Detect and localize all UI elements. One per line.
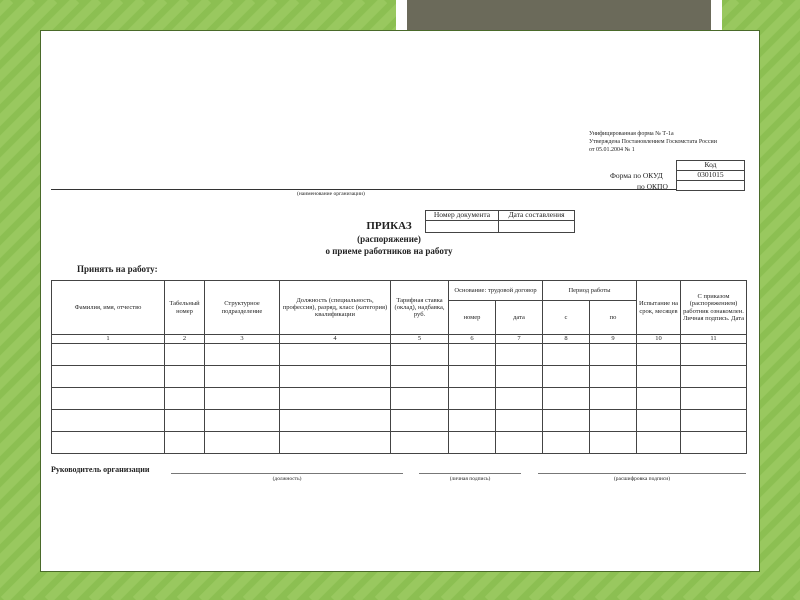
position-caption: (должность) (272, 476, 302, 482)
slide-content-box (40, 30, 760, 572)
signature-line (419, 473, 521, 474)
accept-label: Принять на работу: (77, 264, 158, 274)
col-tab-number: Табельный номер (165, 281, 205, 335)
code-header: Код (677, 161, 745, 171)
okud-label: Форма по ОКУД (610, 171, 663, 180)
okpo-value (677, 181, 745, 191)
okpo-label: по ОКПО (637, 182, 668, 191)
col-number-6: 6 (449, 335, 496, 344)
org-caption: (наименование организации) (297, 191, 365, 197)
head-label: Руководитель организации (51, 465, 150, 474)
col-number-10: 10 (637, 335, 681, 344)
doc-date-value (499, 221, 575, 233)
col-number-11: 11 (681, 335, 747, 344)
table-row (52, 432, 747, 454)
okud-value: 0301015 (677, 171, 745, 181)
order-title: ПРИКАЗ (366, 220, 412, 232)
col-fio: Фамилия, имя, отчество (52, 281, 165, 335)
col-acknowledgement: С приказом (распоряжением) работник ознакомлен. Личная подпись. Дата (681, 281, 747, 335)
col-number-2: 2 (165, 335, 205, 344)
form-line-2: Утверждена Постановлением Госкомстата России (589, 139, 717, 145)
table-row (52, 366, 747, 388)
position-line (171, 473, 403, 474)
table-row (52, 344, 747, 366)
col-position: Должность (специальность, профессия), разряд, класс (категория) квалификации (280, 281, 391, 335)
table-row (52, 388, 747, 410)
table-row (52, 410, 747, 432)
col-period-to: по (590, 301, 637, 335)
col-number-4: 4 (280, 335, 391, 344)
col-basis: Основание: трудовой договор (449, 281, 543, 301)
signature-caption: (личная подпись) (449, 476, 491, 482)
doc-number-table (425, 210, 575, 233)
form-line-3: от 05.01.2004 № 1 (589, 147, 635, 153)
employees-table (51, 280, 747, 454)
doc-date-header: Дата составления (499, 211, 575, 221)
order-description: о приеме работников на работу (325, 246, 453, 256)
order-subtitle: (распоряжение) (357, 234, 421, 244)
col-period: Период работы (543, 281, 637, 301)
col-basis-date: дата (496, 301, 543, 335)
col-number-7: 7 (496, 335, 543, 344)
decode-line (538, 473, 746, 474)
col-basis-number: номер (449, 301, 496, 335)
order-form-document (41, 31, 761, 573)
decode-caption: (расшифровка подписи) (613, 476, 671, 482)
col-rate: Тарифная ставка (оклад), надбавка, руб. (391, 281, 449, 335)
col-number-9: 9 (590, 335, 637, 344)
col-number-5: 5 (391, 335, 449, 344)
col-number-3: 3 (205, 335, 280, 344)
col-number-1: 1 (52, 335, 165, 344)
col-period-from: с (543, 301, 590, 335)
org-name-line (51, 189, 676, 190)
form-line-1: Унифицированная форма № Т-1а (589, 131, 674, 137)
col-structure: Структурное подразделение (205, 281, 280, 335)
col-number-8: 8 (543, 335, 590, 344)
doc-number-value (426, 221, 499, 233)
col-trial: Испытание на срок, месяцев (637, 281, 681, 335)
codes-table (676, 160, 745, 191)
doc-number-header: Номер документа (426, 211, 499, 221)
